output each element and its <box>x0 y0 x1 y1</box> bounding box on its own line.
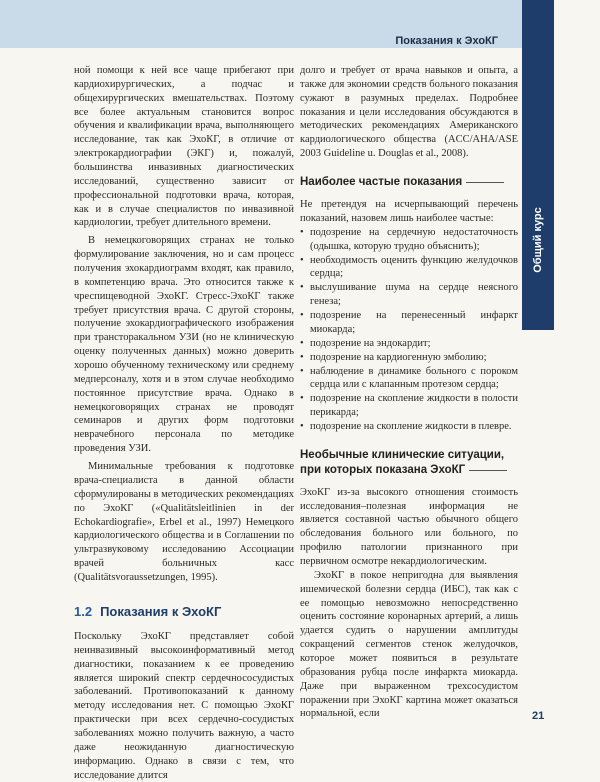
paragraph: ЭхоКГ в покое непригодна для выявления ишемической болезни сердца (ИБС), так как с ее помощью невозможно непосредственно оценить состояние коронарных артерий, а лишь удается судить о нарушении амплитуды сокращений сегментов стенок желудочков, которое может появиться в результате образования рубца после инфаркта миокарда. Даже при выраженном трехсосудистом поражении при ЭхоКГ картина может оказаться нормальной, если <box>300 569 518 720</box>
paragraph: долго и требует от врача навыков и опыта, а также для экономии средств больного показания сужают в разумных пределах. Подробнее показания и цели исследования обсуждаются в методических рекомендациях Американского кардиологического общества (ACC/AHA/ASE 2003 Guideline u. Douglas et al., 2008). <box>300 65 518 160</box>
list-item: • подозрение на сердечную недостаточность (одышка, которую трудно объяснить); <box>300 226 518 254</box>
list-item: • подозрение на скопление жидкости в полости перикарда; <box>300 392 518 420</box>
heading-rule <box>469 470 507 471</box>
paragraph: Не претендуя на исчерпывающий перечень показаний, назовем лишь наиболее частые: <box>300 199 518 225</box>
section-heading <box>74 603 294 620</box>
page-number: 21 <box>532 710 545 722</box>
indications-list <box>300 226 518 434</box>
paragraph: В немецкоговорящих странах не только формулирование заключения, но и сам процесс получения эхокардиограмм входят, как правило, в компетенцию врача. Это относится также к чреспищеводной ЭхоКГ. Стресс-ЭхоКГ также требует присутствия врача. С другой стороны, получение эхокардиографического изображения при трансторакальном УЗИ (но не клиническую оценку полученных данных) можно доверить хорошо обученному техническому или среднему медперсоналу, хотя и в этом случае необходимо постоянное присутствие врача. Однако в немецкоговорящих странах не проводят семинаров и других форм подготовки неврачебного персонала по методике проведения УЗИ. <box>74 235 294 455</box>
subheading-text: Наиболее частые показания <box>300 176 463 189</box>
running-header-title: Показания к ЭхоКГ <box>395 35 498 47</box>
side-tab-label: Общий курс <box>532 207 544 273</box>
list-item: • необходимость оценить функцию желудочков сердца; <box>300 254 518 282</box>
paragraph: ЭхоКГ из-за высокого отношения стоимость исследования–полезная информация не является составной частью обычного общего обследования больного или больного, по профилю патологии признанного при первичном осмотре некардиологическим. <box>300 486 518 567</box>
section-title: Показания к ЭхоКГ <box>100 603 222 619</box>
left-column <box>74 64 294 782</box>
subheading-frequent <box>300 175 518 190</box>
list-item: • подозрение на перенесенный инфаркт миокарда; <box>300 309 518 337</box>
paragraph: Поскольку ЭхоКГ представляет собой неинвазивный высокоинформативный метод диагностики, показанием к ее проведению является широкий спектр сердечнососудистых заболеваний. Противопоказаний к данному методу исследования нет. С помощью ЭхоКГ практически при всех сердечно-сосудистых заболеваниях можно получить важную, а часто даже неожиданную диагностическую информацию. Однако в связи с тем, что исследование длится <box>74 630 294 781</box>
right-column <box>300 64 518 721</box>
subheading-text: Необычные клинические ситуации, <box>300 448 505 461</box>
paragraph: Минимальные требования к подготовке врача-специалиста в данной области сформулированы в методических рекомендациях по ЭхоКГ («Qualitätsleitlinien in der Echokardiografie», Erbel et al., 1997) Немецкого кардиологического общества и в Соглашении по ультразвуковому исследованию Ассоциации врачей больничных касс (Qualitätsvoraussetzungen, 1995). <box>74 461 294 583</box>
section-number: 1.2 <box>74 603 93 619</box>
list-item: • выслушивание шума на сердце неясного генеза; <box>300 281 518 309</box>
list-item: • подозрение на скопление жидкости в плевре. <box>300 420 518 434</box>
heading-rule <box>466 182 504 183</box>
list-item: • подозрение на эндокардит; <box>300 337 518 351</box>
subheading-unusual <box>300 448 518 478</box>
subheading-text: при которых показана ЭхоКГ <box>300 463 466 476</box>
side-tab <box>522 0 554 330</box>
list-item: • подозрение на кардиогенную эмболию; <box>300 351 518 365</box>
paragraph: ной помощи к ней все чаще прибегают при кардиохирургических, а подчас и общехирургических вмешательствах. Поэтому все более актуальным становится вопрос обучения и квалификации врача, выполняющего исследование, так как ЭхоКГ, в отличие от электрокардиографии (ЭКГ) и, пожалуй, большинства инвазивных диагностических исследований, существенно зависит от профессиональной подготовки врача, которая, как и в случае специалистов по инвазивной кардиологии, требует длительного времени. <box>74 65 294 229</box>
list-item: • наблюдение в динамике больного с пороком сердца или с клапанным протезом сердца; <box>300 365 518 393</box>
